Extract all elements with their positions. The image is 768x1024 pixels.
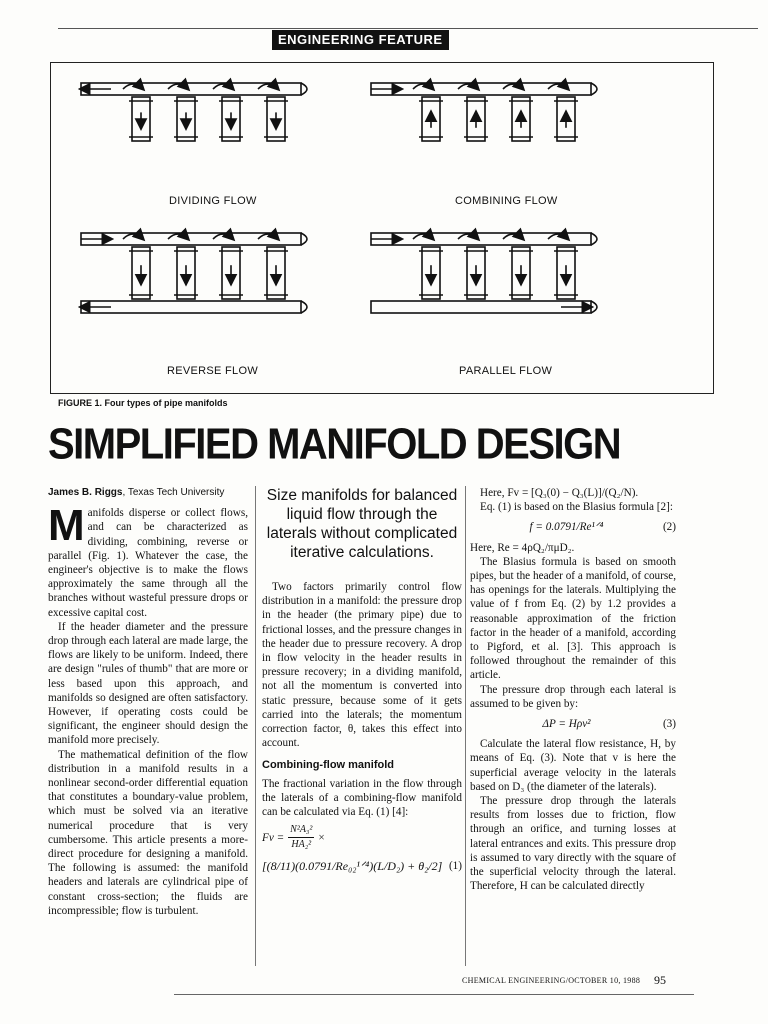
flow-arrow	[413, 84, 433, 89]
flow-arrow	[548, 234, 568, 239]
subhead: Combining-flow manifold	[262, 759, 394, 772]
header-cap	[301, 233, 307, 245]
eq3-number: (3)	[662, 718, 676, 731]
label-reverse-flow: REVERSE FLOW	[167, 365, 259, 377]
label-combining-flow: COMBINING FLOW	[455, 195, 558, 207]
top-rule	[58, 28, 758, 29]
flow-arrow	[213, 234, 233, 239]
label-parallel-flow: PARALLEL FLOW	[459, 365, 553, 377]
eq2-number: (2)	[662, 521, 676, 534]
eq1-denominator: HA₂²	[291, 839, 312, 851]
paragraph: anifolds disperse or collect flows, and can be characterized as dividing, combining, reverse or parallel (Fig. 1). Whatever the case, the engineer's objective is to make the flows approximately the same through all the branches without wasteful pressure drops or excessive capital cost.	[48, 507, 248, 619]
paragraph: The pressure drop through each lateral is assumed to be given by:	[470, 683, 676, 710]
eq2-body: f = 0.0791/Re¹ᐟ⁴	[529, 521, 604, 534]
flow-arrow	[123, 84, 143, 89]
paragraph: Eq. (1) is based on the Blasius formula [2]:	[480, 501, 673, 514]
column-1	[48, 486, 248, 918]
manifold-diagrams	[51, 63, 715, 395]
article-title: SIMPLIFIED MANIFOLD DESIGN	[48, 420, 621, 469]
eq1-times: ×	[318, 831, 325, 844]
flow-arrow	[458, 234, 478, 239]
deck-summary: Size manifolds for balanced liquid flow through the laterals without complicated iterative calculations.	[266, 487, 458, 561]
footer-journal: CHEMICAL ENGINEERING/OCTOBER 10, 1988	[462, 976, 641, 985]
flow-arrow	[168, 84, 188, 89]
paragraph: The pressure drop through the laterals results from losses due to friction, flow through an orifice, and turning losses at lateral entrances and exits. This pressure drop is assumed to vary directly with the square of the superficial velocity through the lateral. Therefore, H can be calculated directly	[470, 795, 676, 893]
eq1-numerator: N²A₃²	[288, 823, 314, 838]
flow-arrow	[258, 84, 278, 89]
paragraph: The Blasius formula is based on smooth pipes, but the header of a manifold, of course, has openings for the laterals. Multiplying the value of f from Eq. (2) by 1.2 provides a reasonable approximation of the friction factor in the header of a manifold, according to Pigford, et al. [3]. This approach is followed throughout the remainder of this article.	[470, 555, 676, 682]
flow-arrow	[458, 84, 478, 89]
equation-2	[470, 520, 676, 534]
header-cap	[591, 83, 597, 95]
flow-arrow	[503, 84, 523, 89]
column-2	[262, 486, 462, 877]
paragraph: The mathematical definition of the flow distribution in a manifold results in a nonlinear second-order differential equation that constitutes a boundary-value problem, which must be solved via an iterative numerical procedure that is very cumbersome. This article presents a more-direct procedure for designing a manifold. The following is assumed: the manifold headers and laterals are cylindrical pipe of constant cross-section; the fluids are incompressible; flow is turbulent.	[48, 748, 248, 917]
figure-1	[50, 62, 714, 394]
eq1-body: [(8/11)(0.0791/Re₀₂¹ᐟ⁴)(L/D₂) + θ₂/2]	[262, 858, 443, 873]
section-banner: ENGINEERING FEATURE	[272, 30, 449, 50]
flow-arrow	[123, 234, 143, 239]
header-cap	[591, 301, 597, 313]
author: James B. Riggs	[48, 487, 123, 498]
paragraph: If the header diameter and the pressure drop through each lateral are made large, the flows are likely to be uniform. Indeed, there are design "rules of thumb" that are more or less based upon this approach, and manifolds so designed are often satisfactory. However, if operating costs could be significant, the engineer should design the manifold more precisely.	[48, 620, 248, 747]
column-divider	[255, 486, 256, 966]
flow-arrow	[503, 234, 523, 239]
header-cap	[301, 301, 307, 313]
flow-arrow	[168, 234, 188, 239]
paragraph: Two factors primarily control flow distribution in a manifold: the pressure drop in the header (the primary pipe) due to frictional losses, and the pressure changes in the header due to pressure recovery. A drop in flow velocity in the header results in pressure recovery; in a dividing manifold, not all the momentum is converted into static pressure, because some of it gets carried into the laterals; the momentum correction factor, θ, takes this effect into account.	[262, 581, 462, 750]
affiliation: , Texas Tech University	[122, 487, 225, 498]
figure-caption: FIGURE 1. Four types of pipe manifolds	[58, 398, 228, 408]
equation-3	[470, 717, 676, 731]
byline	[48, 486, 248, 500]
column-3	[470, 486, 676, 893]
bottom-rule	[174, 994, 694, 995]
flow-arrow	[413, 234, 433, 239]
page-number: 95	[654, 973, 666, 987]
equation-1	[262, 823, 462, 873]
eq1-lhs: Fv =	[262, 831, 285, 844]
column-divider	[465, 486, 466, 966]
header-pipe	[81, 301, 301, 313]
paragraph: Here, Re = 4ρQ₂/πμD₂.	[470, 541, 575, 554]
flow-arrow	[548, 84, 568, 89]
eq3-body: ΔP = Hρv²	[542, 718, 591, 731]
label-dividing-flow: DIVIDING FLOW	[169, 195, 257, 207]
header-cap	[301, 83, 307, 95]
paragraph: Calculate the lateral flow resistance, H, by means of Eq. (3). Note that v is here the superficial average velocity in the laterals based on D₃ (the diameter of the laterals).	[470, 738, 676, 793]
paragraph: Here, Fv = [Q₃(0) − Q₃(L)]/(Q₂/N).	[480, 487, 639, 499]
flow-arrow	[258, 234, 278, 239]
header-cap	[591, 233, 597, 245]
eq1-number: (1)	[448, 859, 462, 872]
paragraph: The fractional variation in the flow through the laterals of a combining-flow manifold can be calculated via Eq. (1) [4]:	[262, 777, 462, 819]
header-pipe	[371, 301, 591, 313]
drop-cap: M	[48, 501, 85, 551]
flow-arrow	[213, 84, 233, 89]
